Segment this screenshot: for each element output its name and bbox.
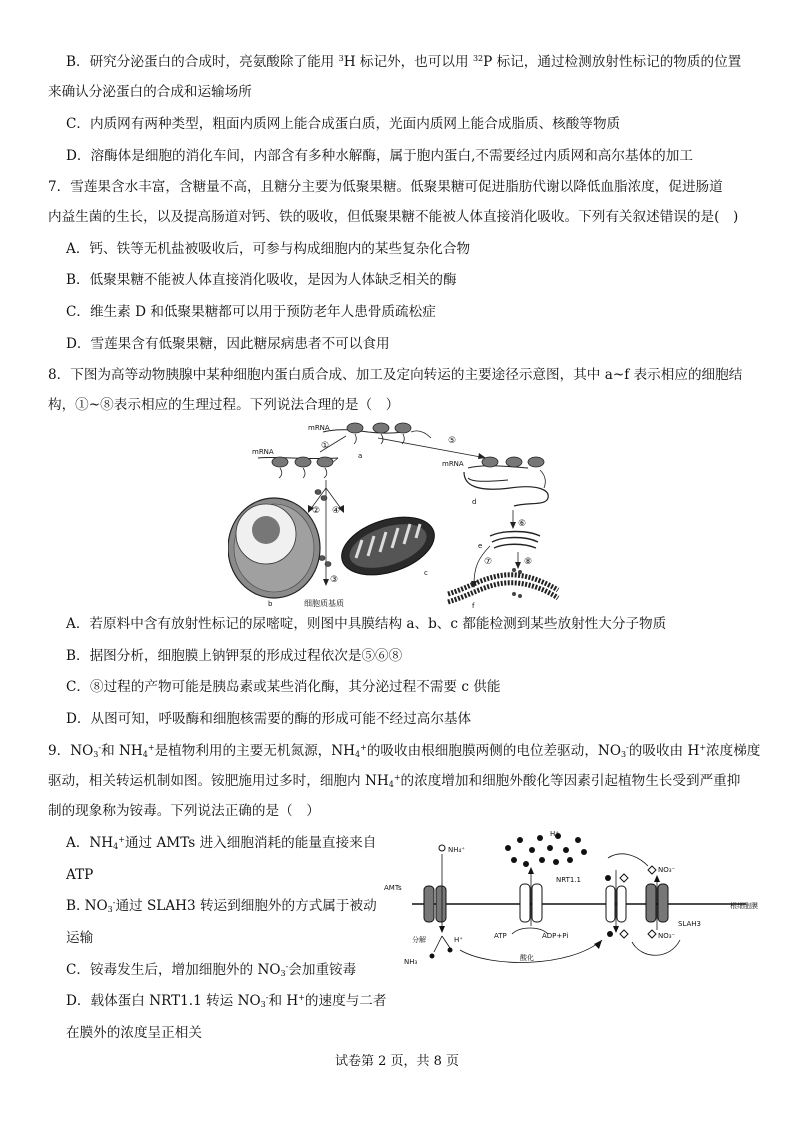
q8-option-c: C．⑧过程的产物可能是胰岛素或某些消化酶，其分泌过程不需要 c 供能	[66, 679, 501, 695]
membrane-label: 根细胞膜	[730, 902, 758, 910]
page-footer: 试卷第 2 页，共 8 页	[334, 1054, 460, 1069]
nrt-label: NRT1.1	[556, 876, 581, 884]
process-6-label: ⑥	[518, 519, 527, 529]
ribosome-icon	[317, 457, 333, 467]
q8-option-b: B．据图分析，细胞膜上钠钾泵的形成过程依次是⑤⑥⑧	[66, 648, 403, 664]
q7-option-c: C．维生素 D 和低聚果糖都可以用于预防老年人患骨质疏松症	[66, 304, 436, 320]
ribosome-icon	[482, 457, 498, 467]
ribosome-icon	[347, 423, 363, 433]
protein-pathway-figure	[228, 418, 568, 610]
ribosome-icon	[528, 457, 544, 467]
h-plus-cluster	[505, 833, 587, 867]
q9-stem-line2: 驱动，相关转运机制如图。铵肥施用过多时，细胞内 $NH_4^+$的浓度增加和细胞外酸化等因素引起植物生长受到严重抑	[48, 773, 741, 789]
nh4-label: NH₄⁺	[448, 846, 466, 854]
q7-stem-line2: 内益生菌的生长，以及提高肠道对钙、铁的吸收，但低聚果糖不能被人体直接消化吸收。下列有关叙述错误的是( )	[48, 209, 739, 225]
mrna-label-top: mRNA	[308, 424, 330, 432]
q9-option-d-line1: D．载体蛋白 NRT1.1 转运 $NO_3^-$和 H+的速度与二者	[66, 993, 387, 1009]
q7-option-b: B．低聚果糖不能被人体直接消化吸收，是因为人体缺乏相关的酶	[66, 272, 457, 288]
q8-option-d: D．从图可知，呼吸酶和细胞核需要的酶的形成可能不经过高尔基体	[66, 711, 472, 727]
process-4-label: ④	[332, 506, 341, 516]
adp-label: ADP+Pi	[542, 932, 569, 940]
q8-stem-line1: 8．下图为高等动物胰腺中某种细胞内蛋白质合成、加工及定向转运的主要途径示意图，其中 a~f 表示相应的细胞结	[48, 367, 743, 383]
q9-option-c: C．铵毒发生后，增加细胞外的 $NO_3^-$会加重铵毒	[66, 962, 357, 978]
mrna-label-left: mRNA	[252, 448, 274, 456]
process-1-label: ①	[321, 441, 330, 451]
cytosol-label: 细胞质基质	[304, 599, 344, 608]
label-a: a	[358, 452, 363, 460]
process-8-label: ⑧	[524, 557, 533, 567]
process-5-label: ⑤	[448, 436, 457, 446]
atp-label: ATP	[494, 932, 507, 940]
q9-stem-line3: 制的现象称为铵毒。下列说法正确的是（ ）	[48, 803, 320, 819]
q6-option-c: C．内质网有两种类型，粗面内质网上能合成蛋白质，光面内质网上能合成脂质、核酸等物质	[66, 116, 621, 132]
nitrogen-transport-figure	[380, 830, 780, 970]
nucleus-icon	[228, 498, 320, 598]
q9-option-d-line2: 在膜外的浓度呈正相关	[66, 1025, 202, 1041]
process-3-label: ③	[330, 575, 339, 585]
label-b: b	[268, 600, 273, 608]
no3-label-inner: NO₃⁻	[658, 932, 676, 940]
no3-label-outer: NO₃⁻	[658, 866, 676, 874]
golgi-icon	[490, 532, 540, 549]
ribosome-icon	[395, 423, 411, 433]
q7-option-d: D．雪莲果含有低聚果糖，因此糖尿病患者不可以食用	[66, 336, 390, 352]
label-c: c	[424, 569, 428, 577]
ribosome-icon	[295, 457, 311, 467]
h-plus-label-inner: H⁺	[454, 936, 463, 944]
q6-option-b-line1: B．研究分泌蛋白的合成时，亮氨酸除了能用 $^3$H 标记外，也可以用 $^{32}$P 标记，通过检测放射性标记的物质的位置	[66, 54, 742, 70]
h-plus-label-outer: H⁺	[550, 830, 559, 838]
q9-option-b-line1: B. $NO_3^-$通过 SLAH3 转运到细胞外的方式属于被动	[66, 898, 377, 914]
ribosome-icon	[506, 457, 522, 467]
q9-option-a-line1: A．$NH_4^+$通过 AMTs 进入细胞消耗的能量直接来自	[66, 835, 377, 851]
q6-option-d: D．溶酶体是细胞的消化车间，内部含有多种水解酶，属于胞内蛋白,不需要经过内质网和高尔基体的加工	[66, 148, 693, 164]
q9-stem-line1: 9．$NO_3^-$和 $NH_4^+$是植物利用的主要无机氮源，$NH_4^+$的吸收由根细胞膜两侧的电位差驱动，$NO_3^-$的吸收由 H+浓度梯度	[48, 743, 761, 759]
q7-option-a: A．钙、铁等无机盐被吸收后，可参与构成细胞内的某些复杂化合物	[66, 241, 471, 257]
er-membrane	[464, 472, 548, 506]
q9-option-a-line2: ATP	[66, 867, 94, 883]
slah3-label: SLAH3	[678, 920, 702, 928]
mrna-label-right: mRNA	[442, 460, 464, 468]
label-d: d	[472, 498, 477, 506]
decompose-label: 分解	[412, 936, 426, 944]
process-2-label: ②	[312, 506, 321, 516]
label-f: f	[472, 602, 475, 610]
q8-option-a: A．若原料中含有放射性标记的尿嘧啶，则图中具膜结构 a、b、c 都能检测到某些放射性大分子物质	[66, 616, 667, 632]
nh3-label: NH₃	[404, 958, 418, 966]
q8-stem-line2: 构，①~⑧表示相应的生理过程。下列说法合理的是（ ）	[48, 397, 400, 413]
q9-option-b-line2: 运输	[66, 930, 94, 946]
ribosome-icon	[373, 423, 389, 433]
acidify-label: 酸化	[520, 954, 534, 962]
process-7-label: ⑦	[484, 557, 493, 567]
cell-membrane-icon	[448, 575, 558, 602]
ribosome-icon	[272, 457, 288, 467]
label-e: e	[478, 542, 483, 550]
q7-stem-line1: 7．雪莲果含水丰富，含糖量不高，且糖分主要为低聚果糖。低聚果糖可促进脂肪代谢以降低血脂浓度，促进肠道	[48, 179, 723, 195]
amts-label: AMTs	[384, 884, 402, 892]
q6-option-b-line2: 来确认分泌蛋白的合成和运输场所	[48, 84, 252, 100]
